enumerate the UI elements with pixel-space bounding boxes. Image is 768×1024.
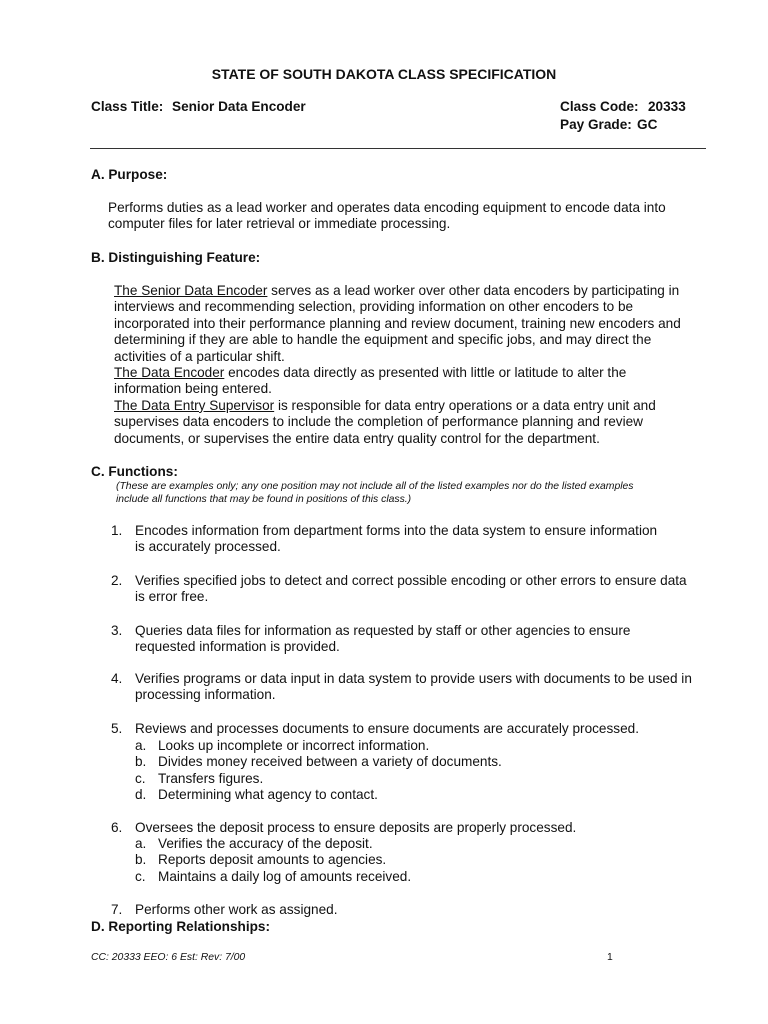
document-title: STATE OF SOUTH DAKOTA CLASS SPECIFICATION <box>211 66 557 82</box>
function-line: Verifies programs or data input in data system to provide users with documents to be used in <box>135 671 692 686</box>
distinguishing-text: serves as a lead worker over other data encoders by participating in <box>267 283 680 298</box>
distinguishing-line: supervises data encoders to include the completion of performance planning and review <box>114 414 643 430</box>
sub-item-letter: b. <box>135 754 147 769</box>
functions-heading: C. Functions: <box>91 464 178 479</box>
function-number: 2. <box>111 573 123 588</box>
function-number: 5. <box>111 721 123 736</box>
distinguishing-line: interviews and recommending selection, providing information on other encoders to be <box>114 299 634 315</box>
function-item: Oversees the deposit process to ensure deposits are properly processed. <box>135 820 577 835</box>
function-item <box>135 671 692 704</box>
sub-item-letter: b. <box>135 852 147 867</box>
class-title-label: Class Title: <box>91 99 164 114</box>
function-item: Reviews and processes documents to ensure documents are accurately processed. <box>135 721 639 736</box>
functions-note-line: (These are examples only; any one position may not include all of the listed examples nor do the listed examples <box>116 481 634 492</box>
data-entry-supervisor-term: The Data Entry Supervisor <box>114 397 275 413</box>
function-line: is error free. <box>135 589 209 605</box>
class-code-label: Class Code: <box>560 99 639 114</box>
function-number: 4. <box>111 671 123 686</box>
sub-item-letter: d. <box>135 787 147 802</box>
sub-item: Verifies the accuracy of the deposit. <box>158 836 373 851</box>
function-number: 7. <box>111 902 123 917</box>
distinguishing-line: activities of a particular shift. <box>114 348 285 364</box>
function-item <box>135 623 630 656</box>
function-line: Encodes information from department forms into the data system to ensure information <box>135 523 658 538</box>
distinguishing-line: information being entered. <box>114 381 272 397</box>
data-encoder-term: The Data Encoder <box>114 364 225 380</box>
distinguishing-text: is responsible for data entry operations or a data entry unit and <box>274 397 656 413</box>
distinguishing-line: determining if they are able to handle the equipment and specific jobs, and may direct the <box>114 332 652 348</box>
distinguishing-line <box>114 365 681 381</box>
purpose-line: Performs duties as a lead worker and operates data encoding equipment to encode data into <box>108 200 666 215</box>
distinguishing-line <box>114 283 681 299</box>
function-line: Verifies specified jobs to detect and correct possible encoding or other errors to ensure data <box>135 573 687 588</box>
footer-codes: CC: 20333 EEO: 6 Est: Rev: 7/00 <box>91 952 246 963</box>
function-line: Queries data files for information as requested by staff or other agencies to ensure <box>135 623 631 638</box>
purpose-line: computer files for later retrieval or immediate processing. <box>108 216 451 232</box>
class-title-value: Senior Data Encoder <box>172 99 306 114</box>
functions-note <box>116 480 634 506</box>
function-number: 6. <box>111 820 123 835</box>
purpose-heading: A. Purpose: <box>91 167 168 182</box>
sub-item: Reports deposit amounts to agencies. <box>158 852 387 867</box>
function-number: 1. <box>111 523 123 538</box>
reporting-heading: D. Reporting Relationships: <box>91 919 270 934</box>
distinguishing-line: incorporated into their performance planning and review document, training new encoders and <box>114 315 681 331</box>
distinguishing-line <box>114 398 681 414</box>
sub-item: Determining what agency to contact. <box>158 787 378 802</box>
function-line: requested information is provided. <box>135 639 340 655</box>
sub-item: Maintains a daily log of amounts received. <box>158 869 412 884</box>
purpose-paragraph <box>108 200 666 233</box>
distinguishing-heading: B. Distinguishing Feature: <box>91 250 261 265</box>
pay-grade-value: GC <box>637 117 658 132</box>
function-item <box>135 573 687 606</box>
sub-item: Divides money received between a variety of documents. <box>158 754 502 769</box>
sub-item-letter: a. <box>135 836 147 851</box>
pay-grade-label: Pay Grade: <box>560 117 632 132</box>
function-item: Performs other work as assigned. <box>135 902 338 917</box>
senior-data-encoder-term: The Senior Data Encoder <box>114 283 268 298</box>
functions-note-line: include all functions that may be found in positions of this class.) <box>116 494 412 505</box>
distinguishing-text: encodes data directly as presented with little or latitude to alter the <box>224 364 627 380</box>
distinguishing-line: documents, or supervises the entire data entry quality control for the department. <box>114 430 600 446</box>
function-item <box>135 523 657 556</box>
sub-item-letter: c. <box>135 869 146 884</box>
sub-item-letter: c. <box>135 771 146 786</box>
page-number: 1 <box>607 952 613 963</box>
header-divider <box>90 148 706 149</box>
sub-item: Transfers figures. <box>158 771 264 786</box>
sub-item-letter: a. <box>135 738 147 753</box>
class-code-value: 20333 <box>648 99 686 114</box>
function-number: 3. <box>111 623 123 638</box>
distinguishing-paragraph <box>114 283 681 447</box>
sub-item: Looks up incomplete or incorrect information. <box>158 738 430 753</box>
function-line: is accurately processed. <box>135 539 281 555</box>
function-line: processing information. <box>135 687 276 703</box>
